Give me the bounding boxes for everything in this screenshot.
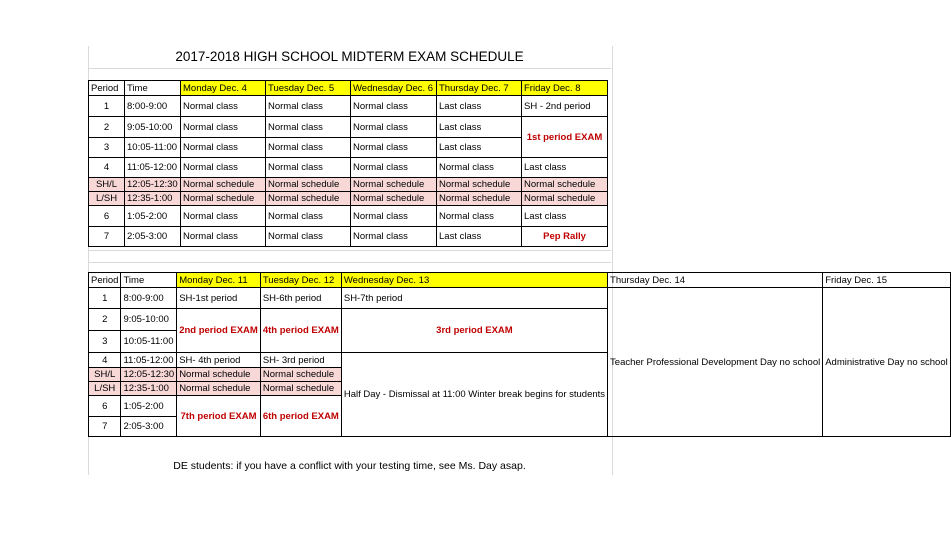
period-cell: 2 [89, 309, 121, 331]
week1-schedule-table [88, 80, 608, 247]
schedule-cell: Normal class [266, 158, 351, 178]
time-cell: 2:05-3:00 [125, 227, 181, 247]
schedule-cell: Last class [437, 96, 522, 117]
time-cell: 12:35-1:00 [121, 382, 177, 396]
time-cell: 12:05-12:30 [121, 368, 177, 382]
time-cell: 1:05-2:00 [121, 396, 177, 417]
table-row [89, 288, 951, 309]
header-period: Period [89, 81, 125, 96]
header-monday: Monday Dec. 4 [181, 81, 266, 96]
schedule-cell: SH-1st period [177, 288, 261, 309]
time-cell: 8:00-9:00 [121, 288, 177, 309]
schedule-cell: Normal class [437, 158, 522, 178]
schedule-cell: Normal class [351, 227, 437, 247]
schedule-cell: Normal schedule [351, 192, 437, 206]
divider [88, 262, 611, 263]
schedule-cell: Normal class [351, 117, 437, 138]
schedule-cell: Normal class [181, 117, 266, 138]
header-period: Period [89, 273, 121, 288]
pep-rally-cell: Pep Rally [522, 227, 608, 247]
week1-header-row [89, 81, 608, 96]
schedule-cell: Normal class [437, 206, 522, 227]
schedule-cell: Normal schedule [522, 178, 608, 192]
period-cell: L/SH [89, 192, 125, 206]
time-cell: 9:05-10:00 [121, 309, 177, 331]
schedule-cell: Normal class [351, 96, 437, 117]
exam-cell: 2nd period EXAM [177, 309, 261, 353]
schedule-cell: Normal schedule [437, 178, 522, 192]
time-cell: 9:05-10:00 [125, 117, 181, 138]
schedule-cell: Last class [522, 206, 608, 227]
header-wednesday: Wednesday Dec. 6 [351, 81, 437, 96]
schedule-cell: Normal class [351, 138, 437, 158]
administrative-day-cell: Administrative Day no school [823, 288, 951, 437]
half-day-cell: Half Day - Dismissal at 11:00 Winter break begins for students [341, 353, 607, 437]
period-cell: L/SH [89, 382, 121, 396]
time-cell: 10:05-11:00 [121, 331, 177, 353]
exam-cell: 3rd period EXAM [341, 309, 607, 353]
divider [88, 68, 611, 69]
period-cell: 6 [89, 396, 121, 417]
table-row [89, 178, 608, 192]
schedule-cell: Normal class [351, 158, 437, 178]
schedule-cell: Normal schedule [260, 368, 341, 382]
exam-cell: 6th period EXAM [260, 396, 341, 437]
schedule-cell: Normal schedule [437, 192, 522, 206]
schedule-cell: Normal schedule [260, 382, 341, 396]
table-row [89, 96, 608, 117]
table-row [89, 206, 608, 227]
footer-note: DE students: if you have a conflict with your testing time, see Ms. Day asap. [173, 460, 526, 472]
schedule-cell: Normal class [181, 227, 266, 247]
schedule-cell: Last class [522, 158, 608, 178]
schedule-cell: Normal schedule [181, 192, 266, 206]
schedule-cell: Last class [437, 117, 522, 138]
table-row [89, 117, 608, 138]
schedule-cell: Normal class [266, 206, 351, 227]
period-cell: 1 [89, 96, 125, 117]
table-row [89, 158, 608, 178]
schedule-cell: Normal class [181, 158, 266, 178]
week2-header-row [89, 273, 951, 288]
page-title: 2017-2018 HIGH SCHOOL MIDTERM EXAM SCHEDULE [175, 49, 524, 64]
exam-cell: 1st period EXAM [522, 117, 608, 158]
schedule-cell: Normal schedule [177, 368, 261, 382]
week2-schedule-table [88, 272, 951, 437]
period-cell: SH/L [89, 178, 125, 192]
header-time: Time [121, 273, 177, 288]
schedule-cell: Last class [437, 227, 522, 247]
header-friday: Friday Dec. 8 [522, 81, 608, 96]
period-cell: SH/L [89, 368, 121, 382]
header-time: Time [125, 81, 181, 96]
header-thursday: Thursday Dec. 7 [437, 81, 522, 96]
divider [88, 250, 611, 251]
schedule-cell: Normal class [181, 138, 266, 158]
time-cell: 12:05-12:30 [125, 178, 181, 192]
schedule-cell: Normal schedule [266, 178, 351, 192]
exam-cell: 4th period EXAM [260, 309, 341, 353]
schedule-cell: Normal class [181, 96, 266, 117]
table-row [89, 192, 608, 206]
period-cell: 3 [89, 331, 121, 353]
schedule-cell: Normal class [266, 96, 351, 117]
period-cell: 7 [89, 417, 121, 437]
table-row [89, 227, 608, 247]
schedule-cell: Normal schedule [266, 192, 351, 206]
time-cell: 2:05-3:00 [121, 417, 177, 437]
header-monday: Monday Dec. 11 [177, 273, 261, 288]
time-cell: 10:05-11:00 [125, 138, 181, 158]
period-cell: 4 [89, 353, 121, 368]
schedule-cell: SH- 4th period [177, 353, 261, 368]
period-cell: 3 [89, 138, 125, 158]
period-cell: 4 [89, 158, 125, 178]
period-cell: 2 [89, 117, 125, 138]
header-tuesday: Tuesday Dec. 12 [260, 273, 341, 288]
time-cell: 11:05-12:00 [125, 158, 181, 178]
header-friday: Friday Dec. 15 [823, 273, 951, 288]
time-cell: 12:35-1:00 [125, 192, 181, 206]
time-cell: 8:00-9:00 [125, 96, 181, 117]
time-cell: 1:05-2:00 [125, 206, 181, 227]
teacher-pd-day-cell: Teacher Professional Development Day no school [608, 288, 823, 437]
period-cell: 7 [89, 227, 125, 247]
schedule-cell: Normal schedule [181, 178, 266, 192]
schedule-cell: SH-6th period [260, 288, 341, 309]
schedule-cell: Normal class [266, 138, 351, 158]
schedule-cell: Normal class [266, 117, 351, 138]
time-cell: 11:05-12:00 [121, 353, 177, 368]
schedule-cell: Normal schedule [351, 178, 437, 192]
schedule-cell: Normal schedule [177, 382, 261, 396]
schedule-cell: Normal schedule [522, 192, 608, 206]
header-tuesday: Tuesday Dec. 5 [266, 81, 351, 96]
exam-cell: 7th period EXAM [177, 396, 261, 437]
schedule-cell: SH-7th period [341, 288, 607, 309]
schedule-cell: SH- 3rd period [260, 353, 341, 368]
schedule-cell: Normal class [266, 227, 351, 247]
header-wednesday: Wednesday Dec. 13 [341, 273, 607, 288]
period-cell: 6 [89, 206, 125, 227]
schedule-cell: Normal class [181, 206, 266, 227]
schedule-cell: Normal class [351, 206, 437, 227]
schedule-cell: SH - 2nd period [522, 96, 608, 117]
header-thursday: Thursday Dec. 14 [608, 273, 823, 288]
schedule-cell: Last class [437, 138, 522, 158]
period-cell: 1 [89, 288, 121, 309]
